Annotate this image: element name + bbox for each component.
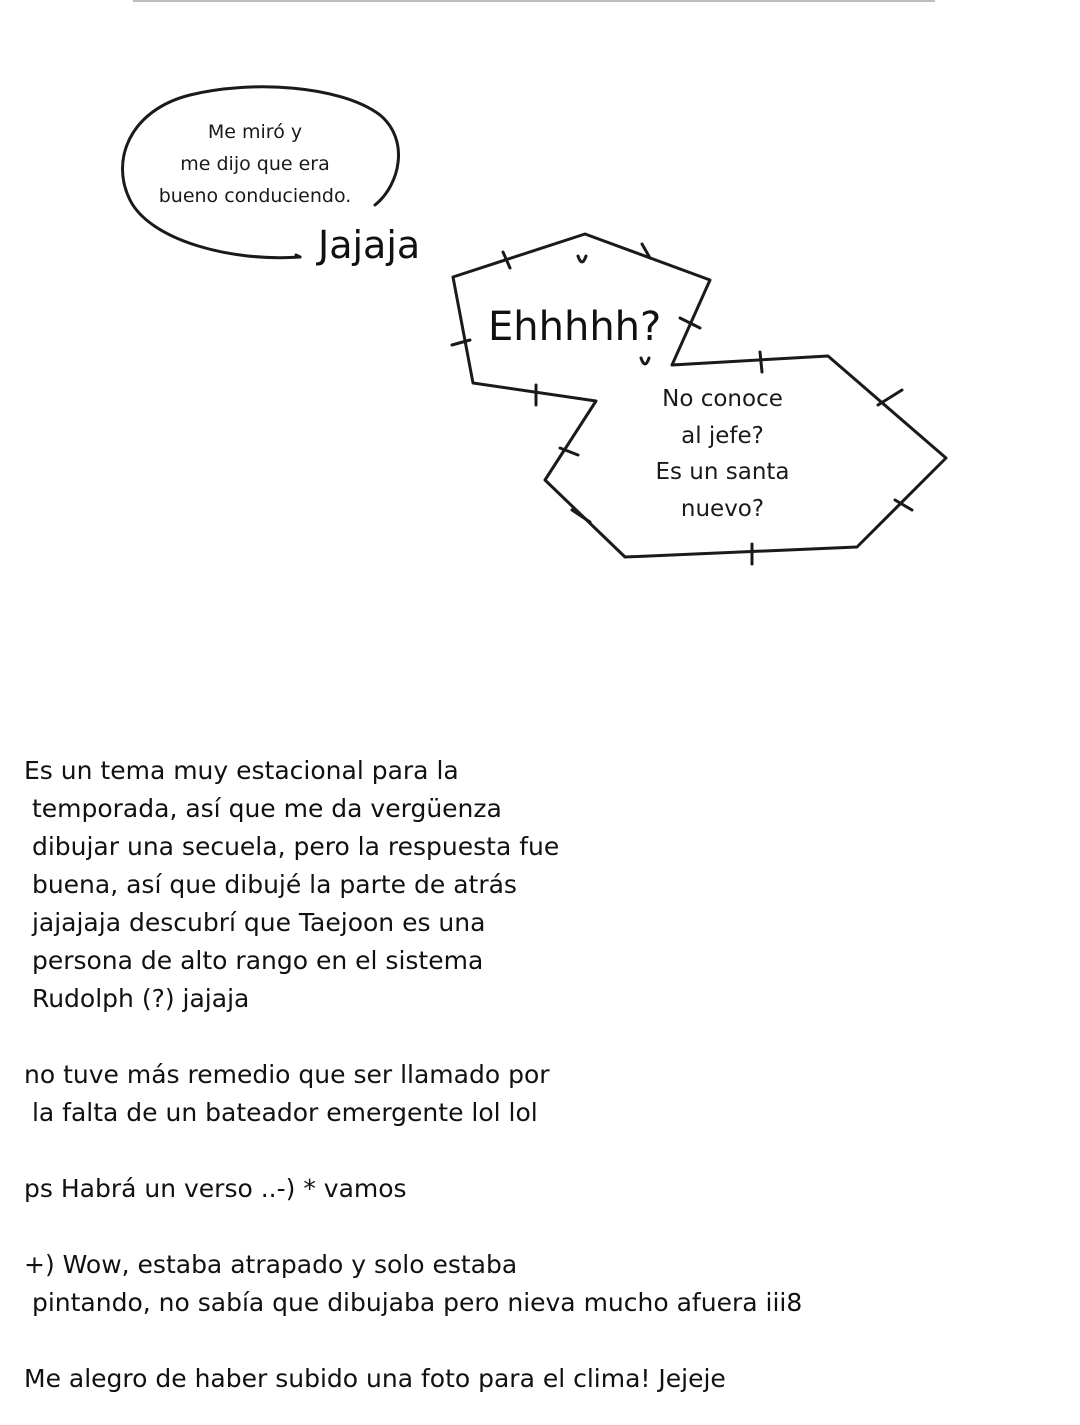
shout-exclamation: Ehhhhh? (488, 304, 662, 350)
speech-bubble-tail (296, 255, 300, 257)
author-note-paragraph: ps Habrá un verso ..-) * vamos (24, 1174, 407, 1203)
shout-bubble-text: No conoce al jefe? Es un santa nuevo? (655, 386, 790, 522)
author-note-paragraph: Me alegro de haber subido una foto para el clima! Jejeje (24, 1364, 726, 1393)
speech-bubble-text: Me miró y me dijo que era bueno conduciendo. (158, 121, 352, 207)
author-note-paragraph: no tuve más remedio que ser llamado por la falta de un bateador emergente lol lol (24, 1060, 550, 1127)
laugh-text: Jajaja (318, 223, 421, 267)
author-note (24, 752, 1064, 1398)
author-note-paragraph: Es un tema muy estacional para la temporada, así que me da vergüenza dibujar una secuela, pero la respuesta fue buena, así que dibujé la parte de atrás jajajaja descubrí que Taejoon es una persona de alto rango en el sistema Rudolph (?) jajaja (24, 756, 560, 1013)
author-note-paragraph: +) Wow, estaba atrapado y solo estaba pintando, no sabía que dibujaba pero nieva mucho afuera iii8 (24, 1250, 803, 1317)
